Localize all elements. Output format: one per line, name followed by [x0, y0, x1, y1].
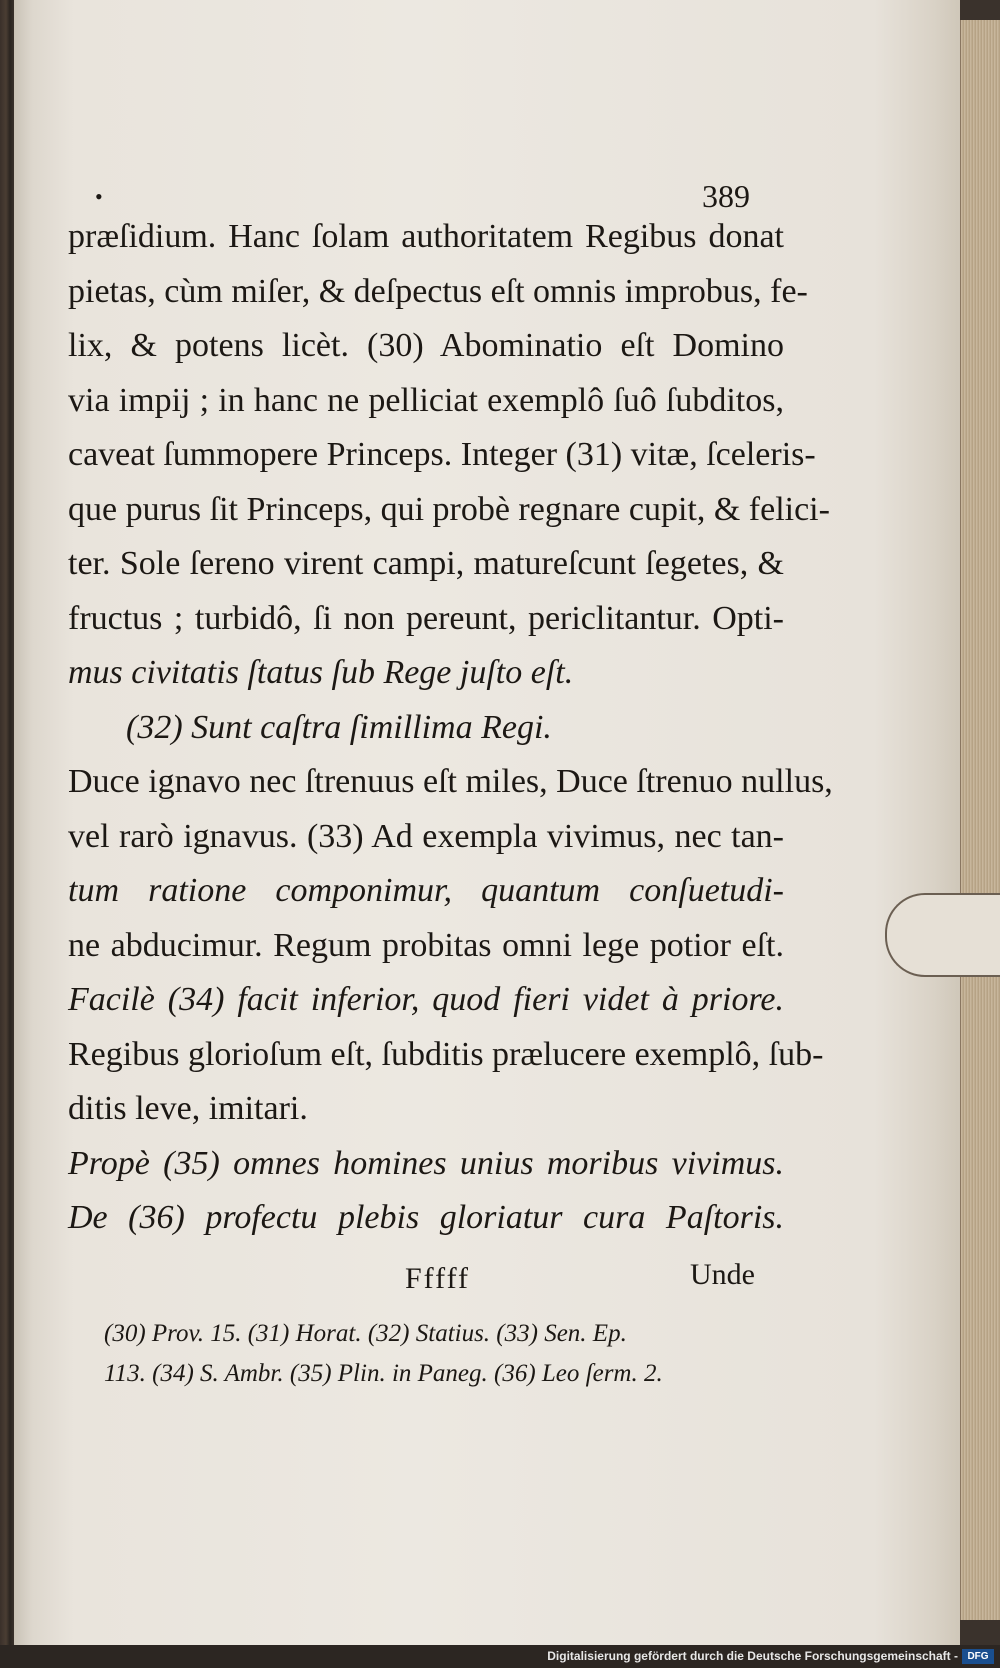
signature-mark: Fffff — [405, 1262, 471, 1295]
text-line-1: præſidium. Hanc ſolam authoritatem Regibus donat — [68, 218, 784, 255]
text-line-18: Propè (35) omnes homines unius moribus vivimus. — [68, 1144, 784, 1182]
page-number: 389 — [702, 178, 750, 214]
text-line-17: ditis leve, imitari. — [68, 1090, 308, 1127]
text-line-10: (32) Sunt caſtra ſimillima Regi. — [126, 708, 552, 746]
text-line-8: fructus ; turbidô, ſi non pereunt, periclitantur. Opti- — [68, 599, 784, 637]
printer-dot: • — [95, 184, 103, 209]
page-body — [68, 210, 833, 1246]
text-line-13: tum ratione componimur, quantum conſuetudi- — [68, 872, 784, 909]
text-line-7: ter. Sole ſereno virent campi, matureſcunt ſegetes, & — [68, 545, 784, 582]
dfg-logo: DFG — [962, 1649, 994, 1664]
text-line-14: ne abducimur. Regum probitas omni lege potior eſt. — [68, 926, 784, 964]
text-line-4: via impij ; in hanc ne pelliciat exemplô ſuô ſubditos, — [68, 381, 784, 419]
footnote-line-1: (30) Prov. 15. (31) Horat. (32) Statius. (33) Sen. Ep. — [104, 1320, 627, 1347]
text-line-12: vel rarò ignavus. (33) Ad exempla vivimus, nec tan- — [68, 817, 784, 855]
text-line-9: mus civitatis ſtatus ſub Rege juſto eſt. — [68, 654, 574, 691]
text-line-5: caveat ſummopere Princeps. Integer (31) vitæ, ſceleris- — [68, 436, 816, 473]
text-line-6: que purus ſit Princeps, qui probè regnare cupit, & felici- — [68, 490, 830, 528]
page-tab-marker — [885, 893, 1000, 977]
text-line-16: Regibus glorioſum eſt, ſubditis prælucere exemplô, ſub- — [68, 1035, 824, 1073]
text-line-11: Duce ignavo nec ſtrenuus eſt miles, Duce ſtrenuo nullus, — [68, 763, 833, 800]
text-line-3: lix, & potens licèt. (30) Abominatio eſt Domino — [68, 327, 784, 364]
catchword: Unde — [690, 1258, 755, 1291]
text-line-2: pietas, cùm miſer, & deſpectus eſt omnis improbus, fe- — [68, 272, 808, 310]
footnotes — [104, 1314, 784, 1394]
footer-credit: Digitalisierung gefördert durch die Deutsche Forschungsgemeinschaft - — [547, 1649, 958, 1663]
text-line-15: Facilè (34) facit inferior, quod fieri videt à priore. — [68, 981, 784, 1018]
footnote-line-2: 113. (34) S. Ambr. (35) Plin. in Paneg. (36) Leo ſerm. 2. — [104, 1360, 663, 1387]
page-edges — [960, 20, 1000, 1620]
text-line-19: De (36) profectu plebis gloriatur cura Paſtoris. — [68, 1199, 784, 1236]
footer-bar — [0, 1645, 1000, 1668]
